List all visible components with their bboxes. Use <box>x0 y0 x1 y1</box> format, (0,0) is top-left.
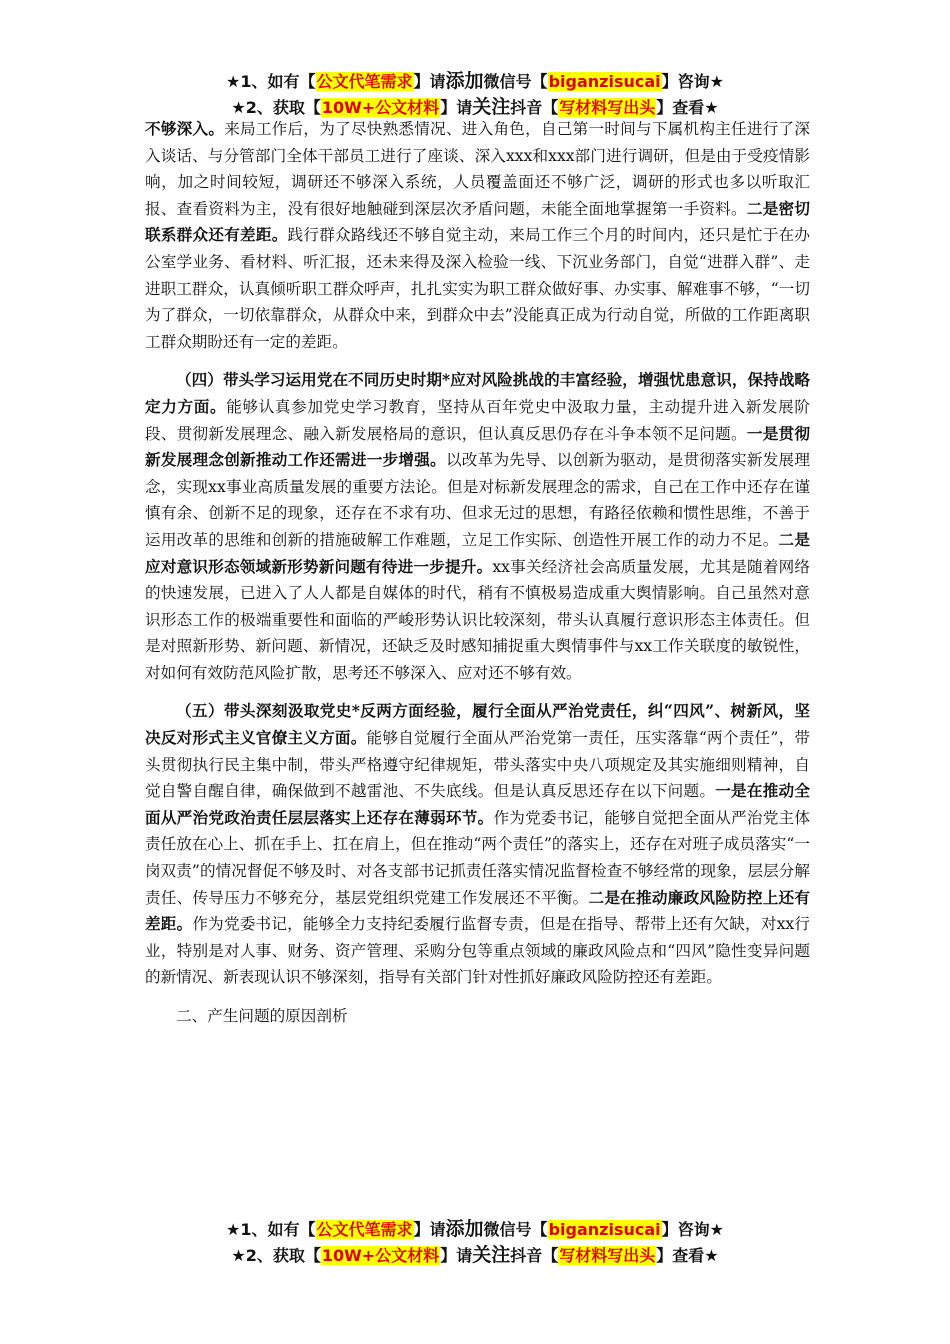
banner-highlight: biganzisucai <box>548 1220 661 1239</box>
bold-phrase: 一是贯彻新发展理念创新推动工作还需进一步增强。 <box>145 423 810 470</box>
banner-text: 】请 <box>440 98 473 117</box>
paragraph-text: 能够自觉履行全面从严治党第一责任，压实落靠“两个责任”，带头贯彻执行民主集中制，带头严格遵守纪律规矩，带头落实中央八项规定及其实施细则精神，自觉自警自醒自律，确保做到不越雷池、不失底线。但是认真反思还存在以下问题。 <box>145 729 810 801</box>
banner-line-2 <box>0 1242 950 1268</box>
banner-text: 】咨询★ <box>661 72 724 91</box>
header-banner <box>0 68 950 120</box>
banner-text: 】请 <box>440 1246 473 1265</box>
banner-emphasis: 关注 <box>472 96 511 118</box>
section-heading: （五）带头深刻汲取党史*反两方面经验，履行全面从严治党责任，纠“四风”、树新风，坚决反对形式主义官僚主义方面。 <box>145 701 810 748</box>
bold-phrase: 一是在推动全面从严治党政治责任层层落实上还存在薄弱环节。 <box>145 781 810 827</box>
bold-phrase: 二是在推动廉政风险防控上还有差距。 <box>145 887 810 934</box>
banner-text: ★2、获取【 <box>231 98 321 117</box>
section-title: 二、产生问题的原因剖析 <box>176 1007 348 1025</box>
paragraph-1 <box>145 116 810 355</box>
banner-text: 抖音【 <box>510 98 559 117</box>
banner-highlight: 公文代笔需求 <box>316 1220 413 1239</box>
banner-text: 】请 <box>413 1220 446 1239</box>
banner-emphasis: 添加 <box>445 1218 484 1240</box>
banner-text: 微信号【 <box>483 1220 548 1239</box>
banner-text: 微信号【 <box>483 72 548 91</box>
paragraph-text: 践行群众路线还不够自觉主动，来局工作三个月的时间内，还只是忙于在办公室学业务、看材料、听汇报，还未来得及深入检验一线、下沉业务部门，自觉“进群入群”、走进职工群众，认真倾听职工群众呼声，扎扎实实为职工群众做好事、办实事、解难事不够，“一切为了群众，一切依靠群众，从群众中来，到群众中去”没能真正成为行动自觉，所做的工作距离职工群众期盼还有一定的差距。 <box>145 226 810 351</box>
banner-highlight: 写材料写出头 <box>559 1246 656 1265</box>
banner-highlight: 10W+公文材料 <box>321 1246 440 1265</box>
banner-text: 】查看★ <box>656 1246 719 1265</box>
footer-banner <box>0 1216 950 1268</box>
banner-text: 】咨询★ <box>661 1220 724 1239</box>
paragraph-text: 以改革为先导、以创新为驱动，是贯彻落实新发展理念，实现xx事业高质量发展的重要方法论。但是对标新发展理念的需求，自己在工作中还存在谨慎有余、创新不足的现象，还存在不求有功、但求无过的思想，有路径依赖和惯性思维，不善于运用改革的思维和创新的措施破解工作难题，立足工作实际、创造性开展工作的动力不足。 <box>145 451 810 549</box>
banner-emphasis: 添加 <box>445 70 484 92</box>
bold-phrase: 不够深入。 <box>145 119 225 138</box>
banner-text: ★1、如有【 <box>226 1220 316 1239</box>
banner-line-1 <box>0 68 950 94</box>
banner-highlight: 写材料写出头 <box>559 98 656 117</box>
paragraph-text: xx事关经济社会高质量发展，尤其是随着网络的快速发展，已进入了人人都是自媒体的时代，稍有不慎极易造成重大舆情影响。自己虽然对意识形态工作的极端重要性和面临的严峻形势认识比较深刻，带头认真履行意识形态主体责任。但是对照新形势、新问题、新情况，还缺乏及时感知捕捉重大舆情事件与xx工作关联度的敏锐性，对如何有效防范风险扩散，思考还不够深入、应对还不够有效。 <box>145 557 810 682</box>
banner-highlight: 10W+公文材料 <box>321 98 440 117</box>
banner-highlight: 公文代笔需求 <box>316 72 413 91</box>
banner-text: 】请 <box>413 72 446 91</box>
banner-text: 抖音【 <box>510 1246 559 1265</box>
bold-phrase: 二是密切联系群众还有差距。 <box>145 198 810 245</box>
paragraph-text: 作为党委书记，能够全力支持纪委履行监督专责，但是在指导、帮带上还有欠缺，对xx行业，特别是对人事、财务、资产管理、采购分包等重点领域的廉政风险点和“四风”隐性变异问题的新情况、新表现认识不够深刻，指导有关部门针对性抓好廉政风险防控还有差距。 <box>145 915 810 987</box>
bold-phrase: 二是应对意识形态领域新形势新问题有待进一步提升。 <box>145 529 810 576</box>
paragraph-3 <box>145 698 810 991</box>
banner-line-1 <box>0 1216 950 1242</box>
paragraph-2 <box>145 367 810 686</box>
document-body <box>145 116 810 1030</box>
banner-text: 】查看★ <box>656 98 719 117</box>
section-heading: （四）带头学习运用党在不同历史时期*应对风险挑战的丰富经验，增强忧患意识，保持战略定力方面。 <box>145 370 810 416</box>
paragraph-text: 能够认真参加党史学习教育，坚持从百年党史中汲取力量，主动提升进入新发展阶段、贯彻新发展理念、融入新发展格局的意识，但认真反思仍存在斗争本领不足问题。 <box>145 397 810 443</box>
banner-text: ★2、获取【 <box>231 1246 321 1265</box>
paragraph-text: 来局工作后，为了尽快熟悉情况、进入角色，自己第一时间与下属机构主任进行了深入谈话、与分管部门全体干部员工进行了座谈、深入xxx和xxx部门进行调研，但是由于受疫情影响，加之时间较短，调研还不够深入系统，人员覆盖面还不够广泛，调研的形式也多以听取汇报、查看资料为主，没有很好地触碰到深层次矛盾问题，未能全面地掌握第一手资料。 <box>145 120 810 218</box>
banner-text: ★1、如有【 <box>226 72 316 91</box>
banner-emphasis: 关注 <box>472 1244 511 1266</box>
banner-highlight: biganzisucai <box>548 72 661 91</box>
paragraph-text: 作为党委书记，能够自觉把全面从严治党主体责任放在心上、抓在手上、扛在肩上，但在推动“两个责任”的落实上，还存在对班子成员落实“一岗双责”的情况督促不够及时、对各支部书记抓责任落实情况监督检查不够经常的现象，层层分解责任、传导压力不够充分，基层党组织党建工作发展还不平衡。 <box>145 808 810 907</box>
